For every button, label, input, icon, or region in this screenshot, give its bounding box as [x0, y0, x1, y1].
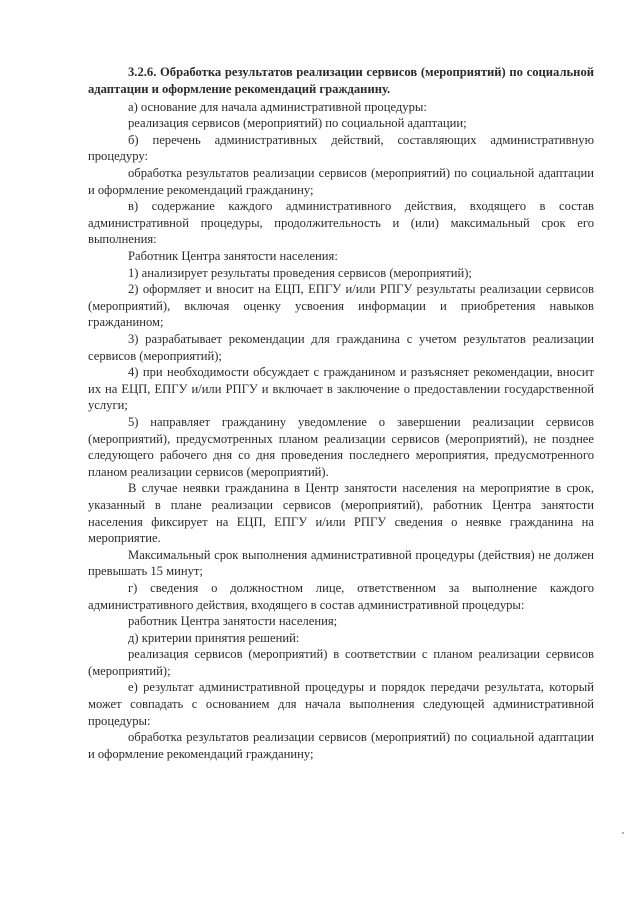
- list-item-5: 5) направляет гражданину уведомление о завершении реализации сервисов (мероприятий), предусмотренных планом реализации сервисов (мероприятий), не позднее следующего рабочего дня со дня проведения последнего мероприятия, предусмотренного планом реализации сервисов (мероприятий).: [88, 414, 594, 479]
- list-item-4: 4) при необходимости обсуждает с гражданином и разъясняет рекомендации, вносит их на ЕЦП, ЕПГУ и/или РПГУ и включает в заключение о предоставлении государственной услуги;: [88, 365, 594, 413]
- paragraph-result-text: обработка результатов реализации сервисов (мероприятий) по социальной адаптации и оформление рекомендаций гражданину;: [88, 730, 594, 761]
- list-item-1: 1) анализирует результаты проведения сервисов (мероприятий);: [128, 265, 472, 280]
- paragraph-criteria-text: реализация сервисов (мероприятий) в соответствии с планом реализации сервисов (мероприятий);: [88, 647, 594, 678]
- paragraph-official-label: г) сведения о должностном лице, ответственном за выполнение каждого административного действия, входящего в состав административной процедуры:: [88, 580, 594, 612]
- paragraph-worker: Работник Центра занятости населения:: [128, 249, 338, 264]
- paragraph-max-time: Максимальный срок выполнения административной процедуры (действия) не должен превышать 15 минут;: [88, 547, 594, 579]
- paragraph-content-label: в) содержание каждого административного действия, входящего в состав административной процедуры, продолжительность и (или) максимальный срок его выполнения:: [88, 199, 594, 247]
- list-item-3: 3) разрабатывает рекомендации для гражданина с учетом результатов реализации сервисов (мероприятий);: [88, 332, 594, 363]
- list-item-2: 2) оформляет и вносит на ЕЦП, ЕПГУ и/или РПГУ результаты реализации сервисов (мероприятий), включая оценку усвоения информации и приобретения навыков гражданином;: [88, 282, 594, 330]
- paragraph-actions-label: б) перечень административных действий, составляющих административную процедуру:: [88, 132, 594, 164]
- paragraph-official-text: работник Центра занятости населения;: [128, 614, 338, 629]
- scan-speck: [622, 832, 624, 834]
- paragraph-result-label: е) результат административной процедуры и порядок передачи результата, который может совпадать с основанием для начала выполнения следующей административной процедуры:: [88, 680, 594, 728]
- document-page: [88, 64, 594, 762]
- paragraph-basis-text: реализация сервисов (мероприятий) по социальной адаптации;: [128, 116, 467, 131]
- paragraph-basis-label: а) основание для начала административной процедуры:: [128, 99, 427, 114]
- paragraph-actions-text: обработка результатов реализации сервисов (мероприятий) по социальной адаптации и оформление рекомендаций гражданину;: [88, 166, 594, 197]
- paragraph-absence: В случае неявки гражданина в Центр занятости населения на мероприятие в срок, указанный в плане реализации сервисов (мероприятий), работник Центра занятости населения фиксирует на ЕЦП, ЕПГУ и/или РПГУ сведения о неявке гражданина на мероприятие.: [88, 481, 594, 546]
- paragraph-criteria-label: д) критерии принятия решений:: [128, 630, 300, 645]
- section-heading: 3.2.6. Обработка результатов реализации сервисов (мероприятий) по социальной адаптации и оформление рекомендаций гражданину.: [88, 65, 594, 96]
